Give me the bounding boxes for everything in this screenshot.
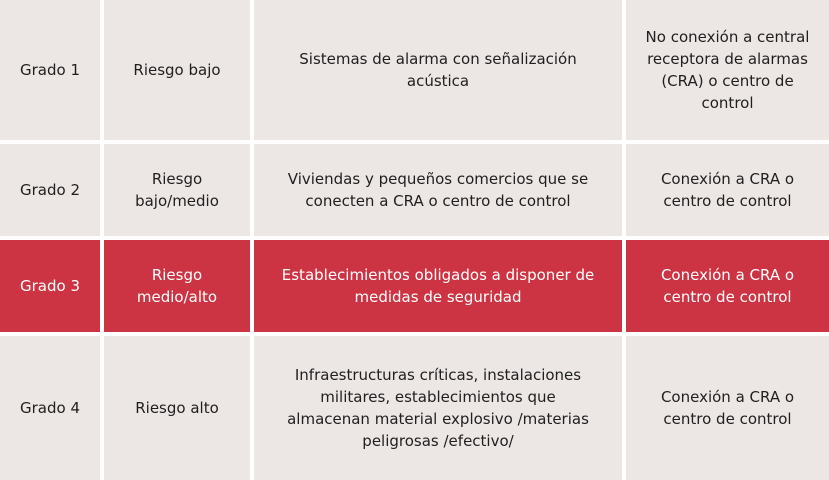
- description-cell: Viviendas y pequeños comercios que se conecten a CRA o centro de control: [254, 144, 626, 240]
- grade-cell: Grado 4: [0, 336, 104, 480]
- grade-cell: Grado 1: [0, 0, 104, 144]
- description-cell: Infraestructuras críticas, instalaciones militares, establecimientos que almacenan material explosivo /materias peligrosas /efectivo/: [254, 336, 626, 480]
- connection-cell: Conexión a CRA o centro de control: [626, 240, 829, 336]
- grade-cell: Grado 2: [0, 144, 104, 240]
- connection-cell: Conexión a CRA o centro de control: [626, 336, 829, 480]
- description-cell: Sistemas de alarma con señalización acústica: [254, 0, 626, 144]
- risk-cell: Riesgo alto: [104, 336, 254, 480]
- risk-cell: Riesgo bajo/medio: [104, 144, 254, 240]
- risk-cell: Riesgo medio/alto: [104, 240, 254, 336]
- grade-cell: Grado 3: [0, 240, 104, 336]
- connection-cell: Conexión a CRA o centro de control: [626, 144, 829, 240]
- connection-cell: No conexión a central receptora de alarmas (CRA) o centro de control: [626, 0, 829, 144]
- risk-cell: Riesgo bajo: [104, 0, 254, 144]
- description-cell: Establecimientos obligados a disponer de medidas de seguridad: [254, 240, 626, 336]
